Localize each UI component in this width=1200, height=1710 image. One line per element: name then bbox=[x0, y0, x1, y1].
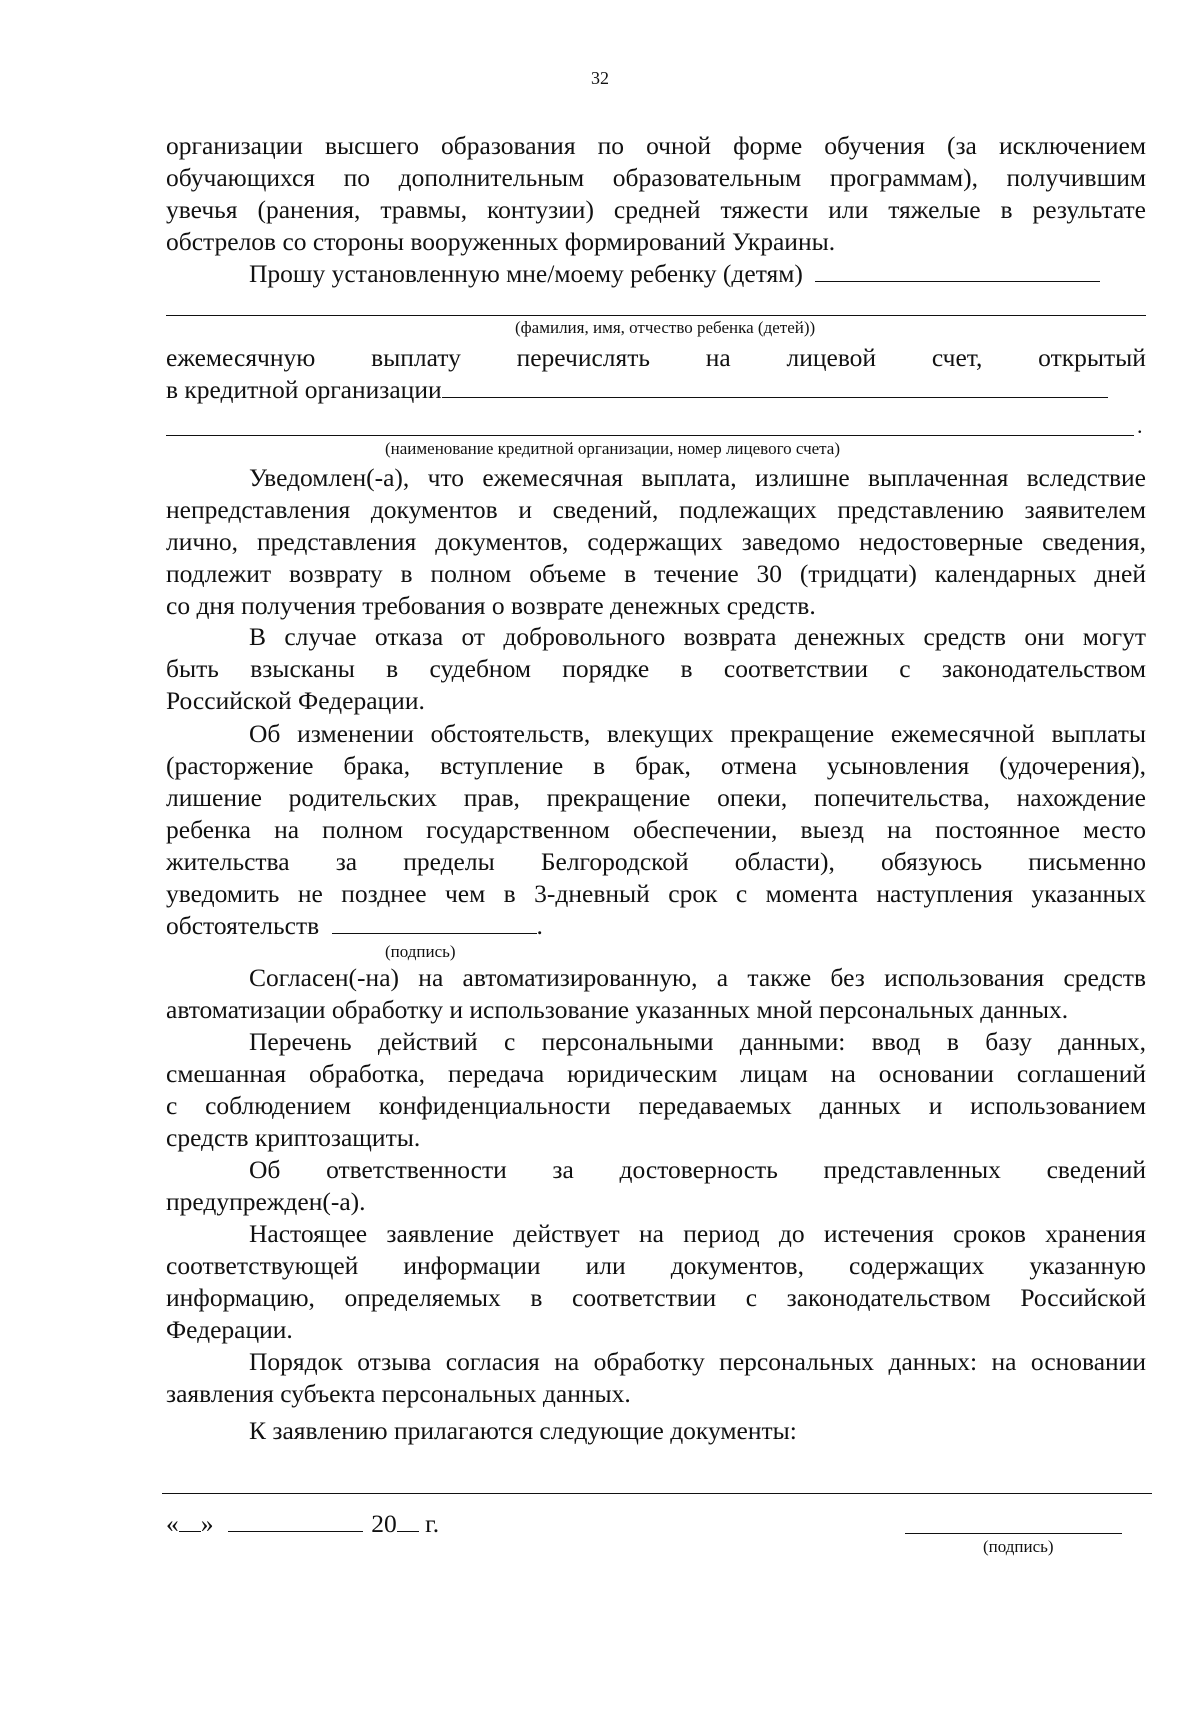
year-suffix: г. bbox=[425, 1509, 440, 1538]
intro-line: организации высшего образования по очной форме обучения (за исключением bbox=[166, 131, 1146, 160]
notice-line: подлежит возврату в полном объеме в течение 30 (тридцати) календарных дней bbox=[166, 559, 1146, 588]
revocation-line: заявления субъекта персональных данных. bbox=[166, 1379, 631, 1408]
change-line bbox=[166, 910, 1146, 942]
notice-line: со дня получения требования о возврате денежных средств. bbox=[166, 591, 816, 620]
month-field[interactable] bbox=[228, 1509, 363, 1532]
consent-line: Согласен(-на) на автоматизированную, а также без использования средств bbox=[249, 963, 1146, 992]
attachments-heading: К заявлению прилагаются следующие документы: bbox=[249, 1416, 797, 1445]
credit-org-label: в кредитной организации bbox=[166, 375, 442, 404]
payment-line bbox=[166, 342, 1146, 374]
request-line bbox=[166, 258, 1146, 290]
change-paragraph bbox=[166, 718, 1146, 942]
actions-line: с соблюдением конфиденциальности передаваемых данных и использованием bbox=[166, 1091, 1146, 1120]
payment-paragraph bbox=[166, 342, 1146, 406]
change-line: жительства за пределы Белгородской области), обязуюсь письменно bbox=[166, 847, 1146, 876]
request-text: Прошу установленную мне/моему ребенку (детям) bbox=[249, 259, 803, 288]
actions-paragraph bbox=[166, 1026, 1146, 1154]
notice-line: непредставления документов и сведений, подлежащих представлению заявителем bbox=[166, 495, 1146, 524]
day-field[interactable] bbox=[179, 1509, 201, 1532]
credit-org-line bbox=[166, 374, 1146, 406]
payment-word: на bbox=[705, 343, 731, 372]
signature-field[interactable] bbox=[332, 911, 537, 934]
refusal-line: быть взысканы в судебном порядке в соответствии с законодательством bbox=[166, 654, 1146, 683]
responsibility-paragraph bbox=[166, 1154, 1146, 1218]
intro-paragraph bbox=[166, 130, 1146, 258]
page-number: 32 bbox=[591, 68, 609, 88]
date-line bbox=[166, 1508, 1146, 1540]
notice-line: лично, представления документов, содержащих заведомо недостоверные сведения, bbox=[166, 527, 1146, 556]
actions-line: смешанная обработка, передача юридическим лицам на основании соглашений bbox=[166, 1059, 1146, 1088]
caption-signature: (подпись) bbox=[385, 942, 456, 961]
caption-signature-bottom: (подпись) bbox=[983, 1537, 1054, 1556]
validity-line: Настоящее заявление действует на период до истечения сроков хранения bbox=[249, 1219, 1146, 1248]
payment-word: ежемесячную bbox=[166, 343, 316, 372]
validity-line: информацию, определяемых в соответствии с законодательством Российской bbox=[166, 1283, 1146, 1312]
change-line: лишение родительских прав, прекращение опеки, попечительства, нахождение bbox=[166, 783, 1146, 812]
attachments-paragraph bbox=[166, 1415, 1146, 1447]
year-field[interactable] bbox=[397, 1509, 419, 1532]
period-mark: . bbox=[536, 911, 543, 940]
period-mark: . bbox=[1137, 413, 1143, 438]
payment-word: выплату bbox=[371, 343, 461, 372]
change-line: (расторжение брака, вступление в брак, отмена усыновления (удочерения), bbox=[166, 751, 1146, 780]
refusal-paragraph bbox=[166, 621, 1146, 717]
consent-line: автоматизации обработку и использование указанных мной персональных данных. bbox=[166, 995, 1069, 1024]
caption-child-name: (фамилия, имя, отчество ребенка (детей)) bbox=[515, 318, 816, 337]
credit-org-field[interactable] bbox=[442, 375, 1108, 398]
actions-line: средств криптозащиты. bbox=[166, 1123, 421, 1152]
attachments-field[interactable] bbox=[162, 1493, 1152, 1494]
revocation-line: Порядок отзыва согласия на обработку персональных данных: на основании bbox=[249, 1347, 1146, 1376]
revocation-paragraph bbox=[166, 1346, 1146, 1410]
intro-line: обучающихся по дополнительным образовательным программам), получившим bbox=[166, 163, 1146, 192]
payment-word: счет, bbox=[931, 343, 983, 372]
refusal-line: В случае отказа от добровольного возврата денежных средств они могут bbox=[249, 622, 1146, 651]
child-name-field-start[interactable] bbox=[815, 259, 1100, 282]
payment-word: перечислять bbox=[516, 343, 651, 372]
intro-line: увечья (ранения, травмы, контузии) средней тяжести или тяжелые в результате bbox=[166, 195, 1146, 224]
payment-word: открытый bbox=[1038, 343, 1146, 372]
caption-bank: (наименование кредитной организации, номер лицевого счета) bbox=[385, 439, 841, 458]
notice-paragraph bbox=[166, 462, 1146, 622]
change-line: уведомить не позднее чем в 3-дневный срок с момента наступления указанных bbox=[166, 879, 1146, 908]
notice-line: Уведомлен(-а), что ежемесячная выплата, излишне выплаченная вследствие bbox=[249, 463, 1146, 492]
actions-line: Перечень действий с персональными данными: ввод в базу данных, bbox=[249, 1027, 1146, 1056]
validity-line: соответствующей информации или документов, содержащих указанную bbox=[166, 1251, 1146, 1280]
consent-paragraph bbox=[166, 962, 1146, 1026]
bottom-signature-field[interactable] bbox=[905, 1533, 1122, 1534]
quote-open: « bbox=[166, 1509, 179, 1538]
intro-line: обстрелов со стороны вооруженных формирований Украины. bbox=[166, 227, 836, 256]
validity-line: Федерации. bbox=[166, 1315, 293, 1344]
change-last-word: обстоятельств bbox=[166, 911, 320, 940]
quote-close: » bbox=[200, 1509, 214, 1538]
refusal-line: Российской Федерации. bbox=[166, 686, 425, 715]
year-prefix: 20 bbox=[371, 1509, 397, 1538]
change-line: ребенка на полном государственном обеспечении, выезд на постоянное место bbox=[166, 815, 1146, 844]
payment-word: лицевой bbox=[786, 343, 877, 372]
validity-paragraph bbox=[166, 1218, 1146, 1346]
responsibility-line: предупрежден(-а). bbox=[166, 1187, 366, 1216]
child-name-field[interactable] bbox=[166, 315, 1146, 316]
change-line: Об изменении обстоятельств, влекущих прекращение ежемесячной выплаты bbox=[249, 719, 1146, 748]
bank-account-field[interactable] bbox=[166, 435, 1134, 436]
responsibility-line: Об ответственности за достоверность представленных сведений bbox=[249, 1155, 1146, 1184]
